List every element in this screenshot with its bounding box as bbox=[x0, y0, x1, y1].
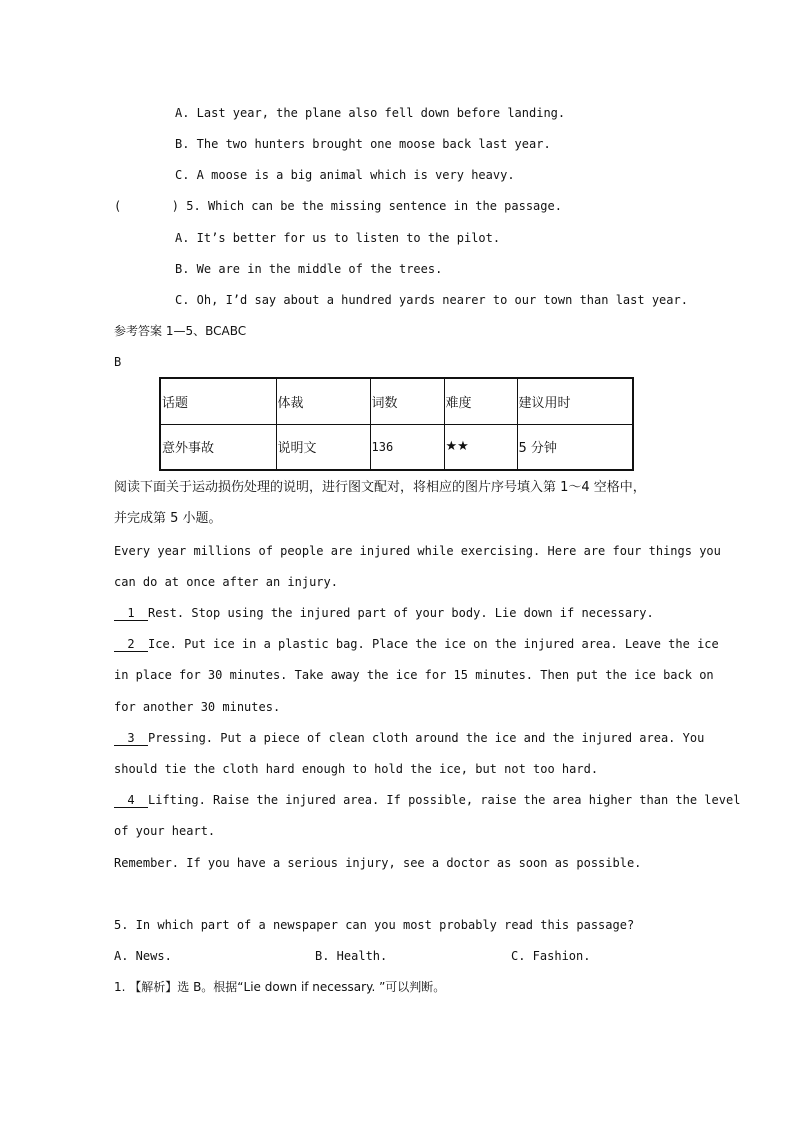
table-value-row bbox=[160, 424, 633, 470]
intro-line-1: Every year millions of people are injured while exercising. Here are four things you bbox=[114, 544, 721, 558]
q4-option-b: B. The two hunters brought one moose back last year. bbox=[175, 137, 551, 151]
question-number: 5. bbox=[186, 199, 201, 213]
q5-option-c: C. Oh, I’d say about a hundred yards nearer to our town than last year. bbox=[175, 293, 688, 307]
q5-option-a: A. It’s better for us to listen to the pilot. bbox=[175, 231, 501, 245]
item-3-text: Pressing. Put a piece of clean cloth around the ice and the injured area. You bbox=[148, 731, 705, 745]
remember-line: Remember. If you have a serious injury, see a doctor as soon as possible. bbox=[114, 856, 642, 870]
q4-option-a: A. Last year, the plane also fell down before landing. bbox=[175, 106, 566, 120]
question-5-newspaper: 5. In which part of a newspaper can you most probably read this passage? bbox=[114, 918, 635, 932]
question-5-option-a: A. News. bbox=[114, 949, 172, 963]
item-2-line-2: in place for 30 minutes. Take away the ice for 15 minutes. Then put the ice back on bbox=[114, 668, 714, 682]
item-1-text: Rest. Stop using the injured part of your body. Lie down if necessary. bbox=[148, 606, 654, 620]
answer-blank-4[interactable]: 4 bbox=[114, 793, 148, 808]
value-suggested-time: 5 分钟 bbox=[517, 424, 633, 470]
analysis-line: 1. 【解析】选 B。根据“Lie down if necessary. ”可以判断。 bbox=[114, 980, 446, 994]
item-3-line-1 bbox=[114, 730, 704, 746]
table-header-row bbox=[160, 378, 633, 424]
question-5-line bbox=[114, 198, 562, 214]
header-topic: 话题 bbox=[160, 378, 276, 424]
header-word-count: 词数 bbox=[370, 378, 444, 424]
value-topic: 意外事故 bbox=[160, 424, 276, 470]
answer-blank-1[interactable]: 1 bbox=[114, 606, 148, 621]
question-5-option-c: C. Fashion. bbox=[511, 949, 591, 963]
header-suggested-time: 建议用时 bbox=[517, 378, 633, 424]
value-difficulty: ★★ bbox=[444, 424, 517, 470]
item-4-line-1 bbox=[114, 792, 740, 808]
section-label: B bbox=[114, 355, 122, 369]
passage-info-table bbox=[159, 377, 634, 471]
item-3-line-2: should tie the cloth hard enough to hold the ice, but not too hard. bbox=[114, 762, 599, 776]
header-difficulty: 难度 bbox=[444, 378, 517, 424]
item-1-line-1 bbox=[114, 605, 654, 621]
question-text: Which can be the missing sentence in the passage. bbox=[207, 199, 562, 213]
answer-blank-2[interactable]: 2 bbox=[114, 637, 148, 652]
header-genre: 体裁 bbox=[276, 378, 370, 424]
item-4-text: Lifting. Raise the injured area. If possible, raise the area higher than the level bbox=[148, 793, 741, 807]
answer-key: 参考答案 1—5、BCABC bbox=[114, 324, 247, 338]
item-2-text: Ice. Put ice in a plastic bag. Place the ice on the injured area. Leave the ice bbox=[148, 637, 719, 651]
question-5-option-b: B. Health. bbox=[315, 949, 388, 963]
instruction-line-2: 并完成第 5 小题。 bbox=[114, 511, 222, 526]
answer-blank-3[interactable]: 3 bbox=[114, 731, 148, 746]
intro-line-2: can do at once after an injury. bbox=[114, 575, 338, 589]
answer-paren: ( ) bbox=[114, 199, 180, 213]
value-word-count: 136 bbox=[370, 424, 444, 470]
q4-option-c: C. A moose is a big animal which is very heavy. bbox=[175, 168, 515, 182]
item-4-line-2: of your heart. bbox=[114, 824, 216, 838]
value-genre: 说明文 bbox=[276, 424, 370, 470]
item-2-line-3: for another 30 minutes. bbox=[114, 700, 281, 714]
instruction-line-1: 阅读下面关于运动损伤处理的说明，进行图文配对，将相应的图片序号填入第 1～4 空格中， bbox=[114, 480, 646, 495]
q5-option-b: B. We are in the middle of the trees. bbox=[175, 262, 443, 276]
item-2-line-1 bbox=[114, 636, 719, 652]
